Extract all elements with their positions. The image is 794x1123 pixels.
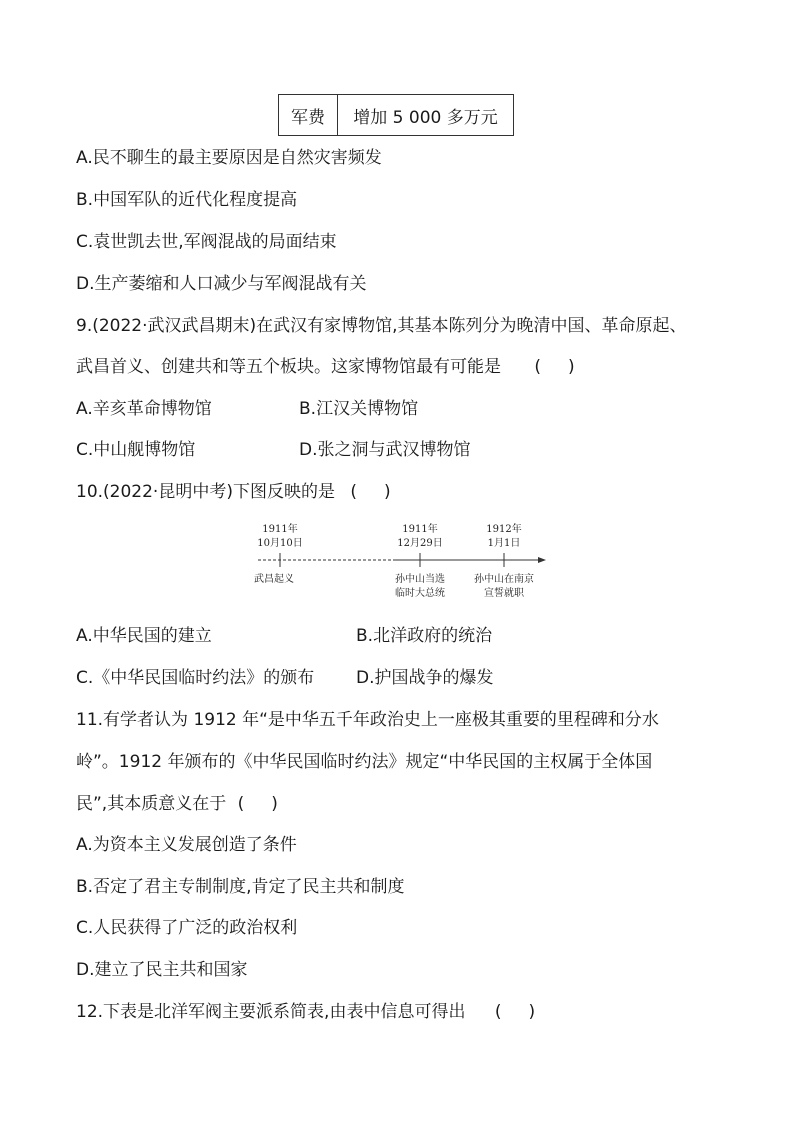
event3-label-line2: 宣誓就职: [484, 588, 524, 599]
q9-stem-line2: [76, 355, 575, 379]
q9-stem-text: 武昌首义、创建共和等五个板块。这家博物馆最有可能是: [76, 357, 501, 377]
q11-answer-bracket: ( ): [237, 794, 278, 814]
q11-stem-line3: [76, 792, 278, 816]
q11-option-d: D.建立了民主共和国家: [76, 960, 248, 980]
q12-answer-bracket: ( ): [494, 1002, 536, 1022]
event2-date-year: 1911年: [402, 524, 438, 535]
event3-label-line1: 孙中山在南京: [474, 574, 534, 585]
event1-label: 武昌起义: [254, 574, 294, 585]
q8-option-c: C.袁世凯去世,军阀混战的局面结束: [76, 232, 337, 252]
q9-answer-bracket: ( ): [534, 357, 575, 377]
event3-date-day: 1月1日: [487, 538, 521, 549]
q9-option-c: C.中山舰博物馆: [76, 440, 196, 460]
event2-label-line2: 临时大总统: [395, 588, 445, 599]
military-expense-table: [278, 94, 514, 136]
table-label-cell: 军费: [279, 95, 338, 135]
q9-option-a: A.辛亥革命博物馆: [76, 399, 212, 419]
q10-option-a: A.中华民国的建立: [76, 626, 212, 646]
event2-date-day: 12月29日: [397, 538, 443, 549]
event1-date-day: 10月10日: [257, 538, 303, 549]
q11-option-c: C.人民获得了广泛的政治权利: [76, 918, 298, 938]
q10-option-d: D.护国战争的爆发: [356, 668, 494, 688]
event2-label-line1: 孙中山当选: [395, 574, 445, 585]
q10-answer-bracket: ( ): [350, 482, 391, 502]
q12-stem-text: 12.下表是北洋军阀主要派系简表,由表中信息可得出: [76, 1002, 466, 1022]
q11-stem-line2: 岭”。1912 年颁布的《中华民国临时约法》规定“中华民国的主权属于全体国: [76, 752, 653, 772]
event1-date-year: 1911年: [262, 524, 298, 535]
q10-option-b: B.北洋政府的统治: [356, 626, 493, 646]
q10-stem: [76, 480, 391, 504]
q11-option-b: B.否定了君主专制制度,肯定了民主共和制度: [76, 877, 405, 897]
timeline-arrow-icon: [538, 557, 546, 563]
q11-stem-line1: 11.有学者认为 1912 年“是中华五千年政治史上一座极其重要的里程碑和分水: [76, 710, 659, 730]
q12-stem: [76, 1000, 535, 1024]
table-value-cell: 增加 5 000 多万元: [353, 107, 498, 128]
q9-stem-line1: 9.(2022·武汉武昌期末)在武汉有家博物馆,其基本陈列分为晚清中国、革命原起、: [76, 316, 687, 336]
timeline-figure: [248, 520, 558, 610]
q11-option-a: A.为资本主义发展创造了条件: [76, 835, 297, 855]
q9-option-d: D.张之洞与武汉博物馆: [299, 440, 471, 460]
event3-date-year: 1912年: [486, 524, 522, 535]
q8-option-a: A.民不聊生的最主要原因是自然灾害频发: [76, 148, 382, 168]
q10-stem-text: 10.(2022·昆明中考)下图反映的是: [76, 482, 335, 502]
q9-option-b: B.江汉关博物馆: [299, 399, 419, 419]
q10-option-c: C.《中华民国临时约法》的颁布: [76, 668, 315, 688]
q8-option-d: D.生产萎缩和人口减少与军阀混战有关: [76, 274, 367, 294]
q8-option-b: B.中国军队的近代化程度提高: [76, 190, 298, 210]
q11-stem-text: 民”,其本质意义在于: [76, 794, 227, 814]
